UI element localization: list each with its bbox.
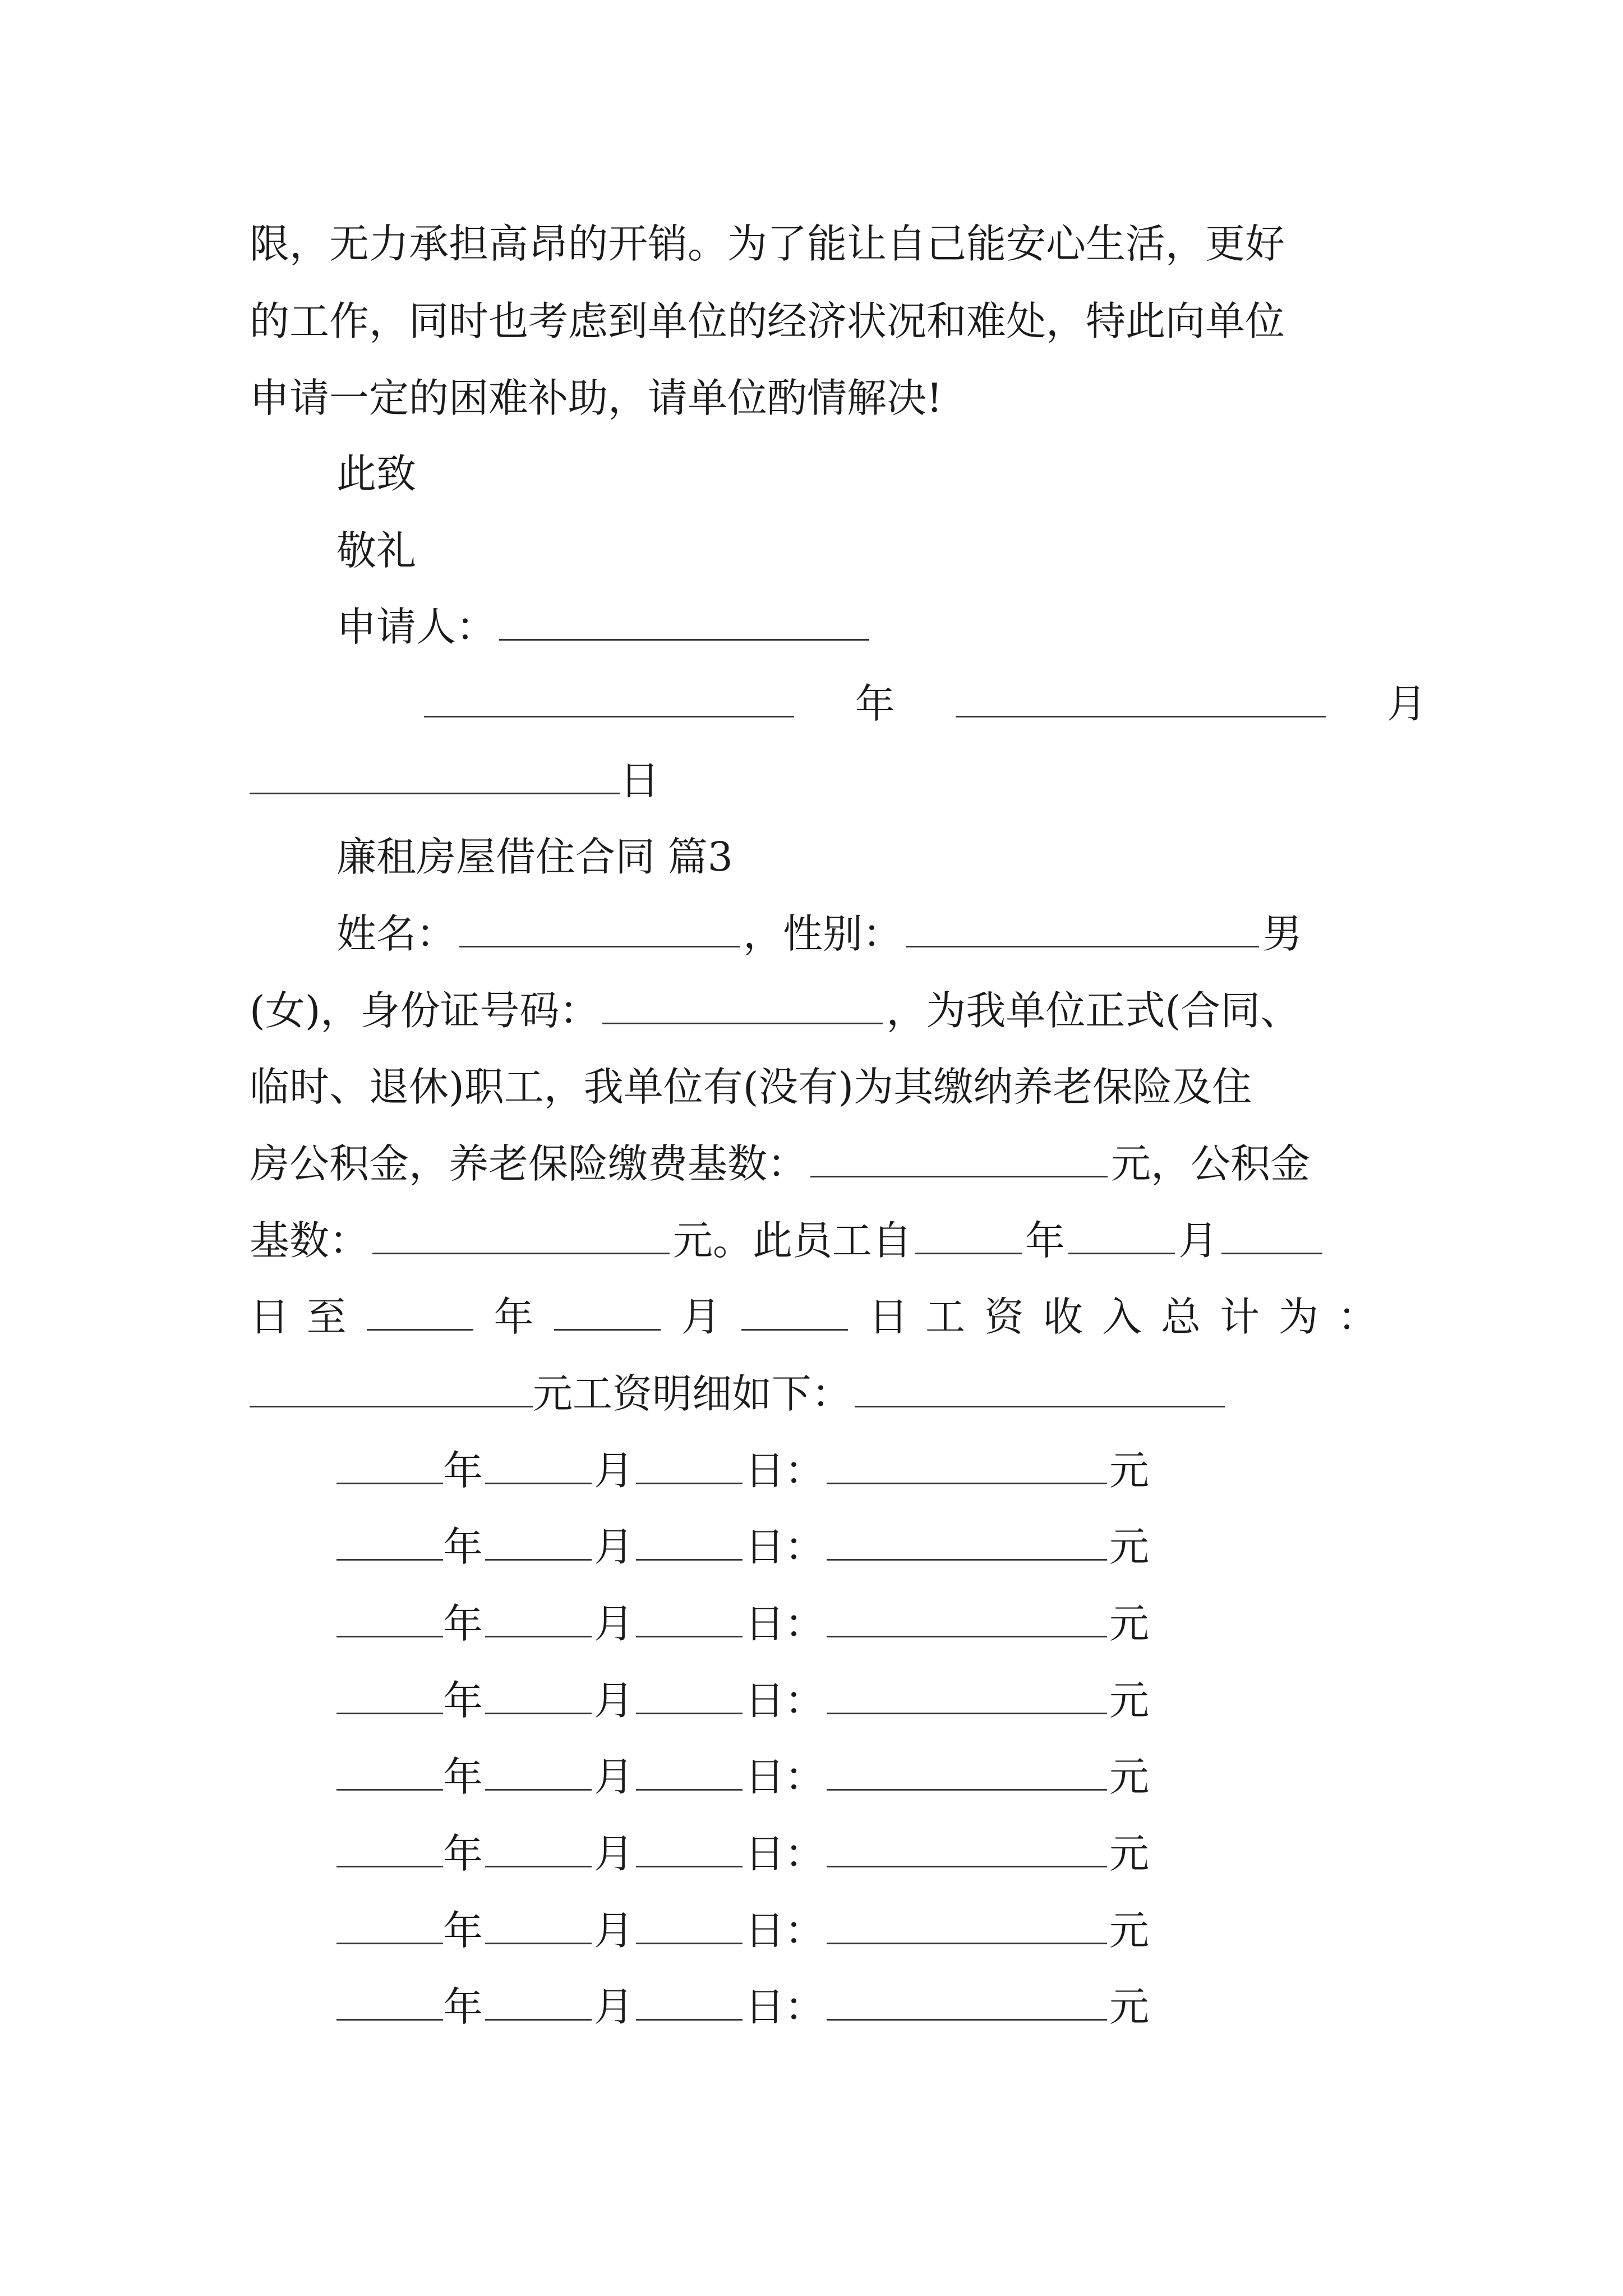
ledger-row [336, 1908, 1483, 1953]
period-start-label: 元。此员工自 [673, 1217, 912, 1264]
ledger-month-field[interactable] [485, 1756, 592, 1791]
start-day-field[interactable] [1221, 1220, 1322, 1254]
applicant-label: 申请人： [336, 604, 496, 650]
ledger-day-label: 日： [745, 1907, 825, 1954]
ledger-amount-field[interactable] [827, 1756, 1107, 1791]
end-month-field[interactable] [554, 1296, 661, 1331]
form-line-name-gender [336, 912, 1396, 956]
sign-month-field[interactable] [956, 683, 1326, 717]
ledger-row [336, 1678, 1483, 1723]
fund-base-label: 基数： [250, 1217, 370, 1264]
closing-jing-li: 敬礼 [336, 527, 417, 574]
ledger-year-field[interactable] [336, 1680, 443, 1714]
ledger-year-label: 年 [443, 1447, 483, 1494]
ledger-year-label: 年 [443, 1677, 483, 1724]
ledger-month-field[interactable] [485, 1603, 592, 1637]
ledger-unit-label: 元 [1109, 1984, 1150, 2030]
ledger-amount-field[interactable] [827, 1833, 1107, 1867]
gender-field[interactable] [906, 913, 1259, 947]
ledger-month-field[interactable] [485, 1526, 592, 1561]
end-day-label: 日 [868, 1294, 909, 1340]
ledger-amount-field[interactable] [827, 1603, 1107, 1637]
to-label: 至 [306, 1294, 347, 1340]
income-total-field[interactable] [250, 1373, 533, 1407]
ledger-month-field[interactable] [485, 1680, 592, 1714]
ledger-day-field[interactable] [636, 1910, 743, 1944]
applicant-line [336, 605, 1483, 650]
form-line-period-end [250, 1295, 1396, 1340]
ledger-row [336, 1755, 1483, 1800]
ledger-year-field[interactable] [336, 1526, 443, 1561]
ledger-unit-label: 元 [1109, 1600, 1150, 1647]
ledger-month-label: 月 [594, 1600, 634, 1647]
ledger-unit-label: 元 [1109, 1677, 1150, 1724]
ledger-month-field[interactable] [485, 1833, 592, 1867]
body-text-line: 的工作，同时也考虑到单位的经济状况和难处，特此向单位 [250, 298, 1285, 344]
ledger-day-field[interactable] [636, 1986, 743, 2021]
gender-label: ，性别： [743, 910, 903, 957]
start-month-label: 月 [1178, 1217, 1219, 1264]
ledger-month-label: 月 [594, 1524, 634, 1570]
end-year-field[interactable] [367, 1296, 473, 1331]
ledger-unit-label: 元 [1109, 1524, 1150, 1570]
end-month-label: 月 [681, 1294, 721, 1340]
form-line-insurance: 临时、退休)职工，我单位有(没有)为其缴纳养老保险及住 [250, 1064, 1252, 1110]
body-text-line: 限，无力承担高昂的开销。为了能让自己能安心生活，更好 [250, 220, 1285, 267]
sign-day-field[interactable] [250, 760, 620, 794]
ledger-row [336, 1602, 1483, 1646]
form-line-fund-base [250, 1218, 1396, 1263]
fund-base-field[interactable] [372, 1220, 670, 1254]
ledger-day-label: 日： [745, 1754, 825, 1800]
ledger-unit-label: 元 [1109, 1830, 1150, 1877]
start-year-label: 年 [1025, 1217, 1066, 1264]
ledger-unit-label: 元 [1109, 1907, 1150, 1954]
fund-label: 元，公积金 [1111, 1140, 1311, 1187]
id-number-field[interactable] [602, 990, 883, 1024]
ledger-day-label: 日： [745, 1984, 825, 2030]
income-total-label: 工资收入总计为： [925, 1294, 1396, 1340]
form-line-id [250, 988, 1396, 1033]
ledger-day-field[interactable] [636, 1833, 743, 1867]
start-year-field[interactable] [915, 1220, 1022, 1254]
gender-female-id-label: (女)，身份证号码： [250, 987, 600, 1034]
ledger-amount-field[interactable] [827, 1986, 1107, 2021]
sign-month-label: 月 [1386, 680, 1427, 727]
ledger-day-label: 日： [745, 1600, 825, 1647]
pension-base-label: 房公积金，养老保险缴费基数： [250, 1140, 808, 1187]
ledger-year-field[interactable] [336, 1450, 443, 1484]
ledger-amount-field[interactable] [827, 1910, 1107, 1944]
name-field[interactable] [459, 913, 740, 947]
sign-day-label: 日 [620, 757, 660, 804]
end-year-label: 年 [494, 1294, 534, 1340]
ledger-month-label: 月 [594, 1907, 634, 1954]
signature-date-line [421, 680, 1427, 727]
ledger-unit-label: 元 [1109, 1447, 1150, 1494]
ledger-day-field[interactable] [636, 1450, 743, 1484]
ledger-day-label: 日： [745, 1677, 825, 1724]
ledger-day-label: 日： [745, 1524, 825, 1570]
ledger-unit-label: 元 [1109, 1754, 1150, 1800]
sign-year-label: 年 [855, 680, 895, 727]
ledger-year-field[interactable] [336, 1603, 443, 1637]
ledger-month-label: 月 [594, 1447, 634, 1494]
ledger-year-label: 年 [443, 1830, 483, 1877]
ledger-year-label: 年 [443, 1907, 483, 1954]
ledger-row [336, 1448, 1483, 1493]
name-label: 姓名： [336, 910, 457, 957]
ledger-month-label: 月 [594, 1677, 634, 1724]
ledger-month-field[interactable] [485, 1450, 592, 1484]
signature-day-line [250, 758, 1396, 803]
ledger-amount-field[interactable] [827, 1450, 1107, 1484]
ledger-day-label: 日： [745, 1830, 825, 1877]
start-month-field[interactable] [1068, 1220, 1175, 1254]
ledger-year-label: 年 [443, 1984, 483, 2030]
ledger-month-field[interactable] [485, 1986, 592, 2021]
ledger-month-label: 月 [594, 1830, 634, 1877]
pension-base-field[interactable] [810, 1143, 1108, 1177]
start-day-label: 日 [250, 1294, 290, 1340]
salary-detail-label: 元工资明细如下： [533, 1370, 852, 1417]
ledger-month-label: 月 [594, 1754, 634, 1800]
ledger-year-label: 年 [443, 1524, 483, 1570]
ledger-day-field[interactable] [636, 1756, 743, 1791]
ledger-year-label: 年 [443, 1754, 483, 1800]
ledger-month-label: 月 [594, 1984, 634, 2030]
ledger-row [336, 1985, 1483, 2030]
ledger-year-label: 年 [443, 1600, 483, 1647]
ledger-year-field[interactable] [336, 1910, 443, 1944]
salary-detail-field[interactable] [855, 1373, 1225, 1407]
ledger-day-label: 日： [745, 1447, 825, 1494]
ledger-month-field[interactable] [485, 1910, 592, 1944]
form-line-salary-details [250, 1372, 1396, 1416]
section-title: 廉租房屋借住合同 篇3 [336, 834, 733, 880]
ledger-year-field[interactable] [336, 1986, 443, 2021]
closing-ci-zhi: 此致 [336, 450, 417, 497]
ledger-year-field[interactable] [336, 1833, 443, 1867]
ledger-row [336, 1832, 1483, 1876]
ledger-day-field[interactable] [636, 1603, 743, 1637]
applicant-field[interactable] [499, 606, 869, 641]
form-line-pension-base [250, 1142, 1396, 1186]
ledger-day-field[interactable] [636, 1680, 743, 1714]
ledger-day-field[interactable] [636, 1526, 743, 1561]
end-day-field[interactable] [741, 1296, 848, 1331]
ledger-year-field[interactable] [336, 1756, 443, 1791]
employment-status-text: ，为我单位正式(合同、 [886, 987, 1301, 1034]
ledger-row [336, 1525, 1483, 1570]
gender-male: 男 [1262, 910, 1303, 957]
sign-year-field[interactable] [424, 683, 794, 717]
ledger-amount-field[interactable] [827, 1680, 1107, 1714]
ledger-amount-field[interactable] [827, 1526, 1107, 1561]
body-text-line: 申请一定的困难补助，请单位酌情解决! [250, 375, 943, 421]
